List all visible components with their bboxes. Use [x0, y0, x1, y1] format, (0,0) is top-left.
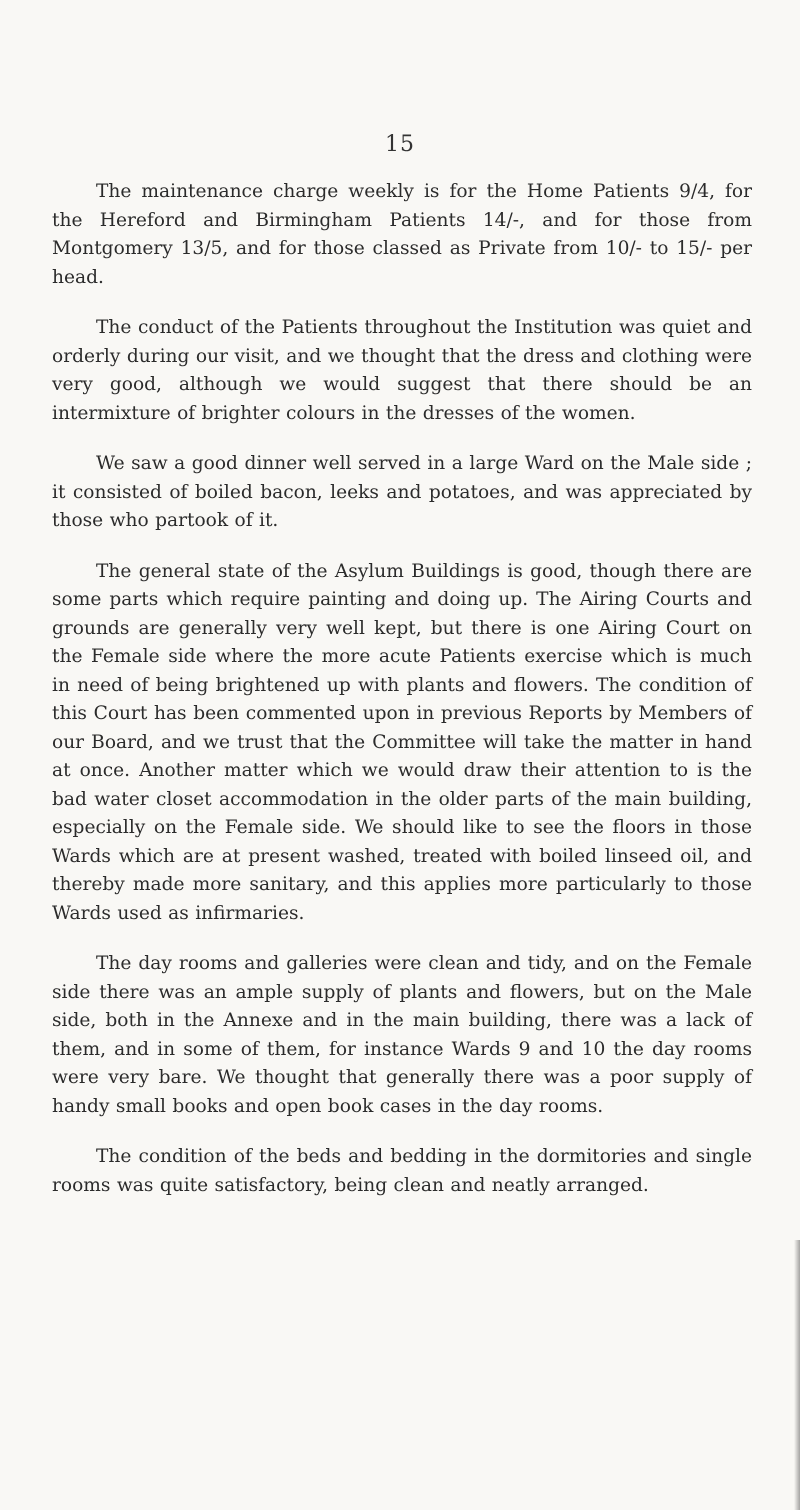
paragraph-beds-bedding: The condition of the beds and bedding in the dormitories and single rooms was quite satisfactory, being clean and neatly arranged.: [52, 1146, 752, 1196]
page-number: 15: [385, 132, 415, 157]
page-edge-shadow: [794, 1240, 800, 1510]
body-text: [52, 178, 752, 1200]
paragraph-patient-conduct: The conduct of the Patients throughout the Institution was quiet and orderly during our visit, and we thought that the dress and clothing were very good, although we would suggest that there should be an intermixture of brighter colours in the dresses of the women.: [52, 317, 752, 424]
paragraph-day-rooms: The day rooms and galleries were clean and tidy, and on the Female side there was an ample supply of plants and flowers, but on the Male side, both in the Annexe and in the main building, there was a lack of them, and in some of them, for instance Wards 9 and 10 the day rooms were very bare. We thought that generally there was a poor supply of handy small books and open book cases in the day rooms.: [52, 953, 752, 1117]
paragraph-buildings-state: The general state of the Asylum Buildings is good, though there are some parts which require painting and doing up. The Airing Courts and grounds are generally very well kept, but there is one Airing Court on the Female side where the more acute Patients exercise which is much in need of being brightened up with plants and flowers. The condition of this Court has been commented upon in previous Reports by Members of our Board, and we trust that the Committee will take the matter in hand at once. Another matter which we would draw their attention to is the bad water closet accommodation in the older parts of the main building, especially on the Female side. We should like to see the floors in those Wards which are at present washed, treated with boiled linseed oil, and thereby made more sanitary, and this applies more particularly to those Wards used as infirmaries.: [52, 560, 752, 924]
paragraph-dinner: We saw a good dinner well served in a large Ward on the Male side ; it consisted of boiled bacon, leeks and potatoes, and was appreciated by those who partook of it.: [52, 453, 752, 531]
paragraph-maintenance-charge: The maintenance charge weekly is for the Home Patients 9/4, for the Hereford and Birmingham Patients 14/-, and for those from Montgomery 13/5, and for those classed as Private from 10/- to 15/- per head.: [52, 181, 752, 288]
